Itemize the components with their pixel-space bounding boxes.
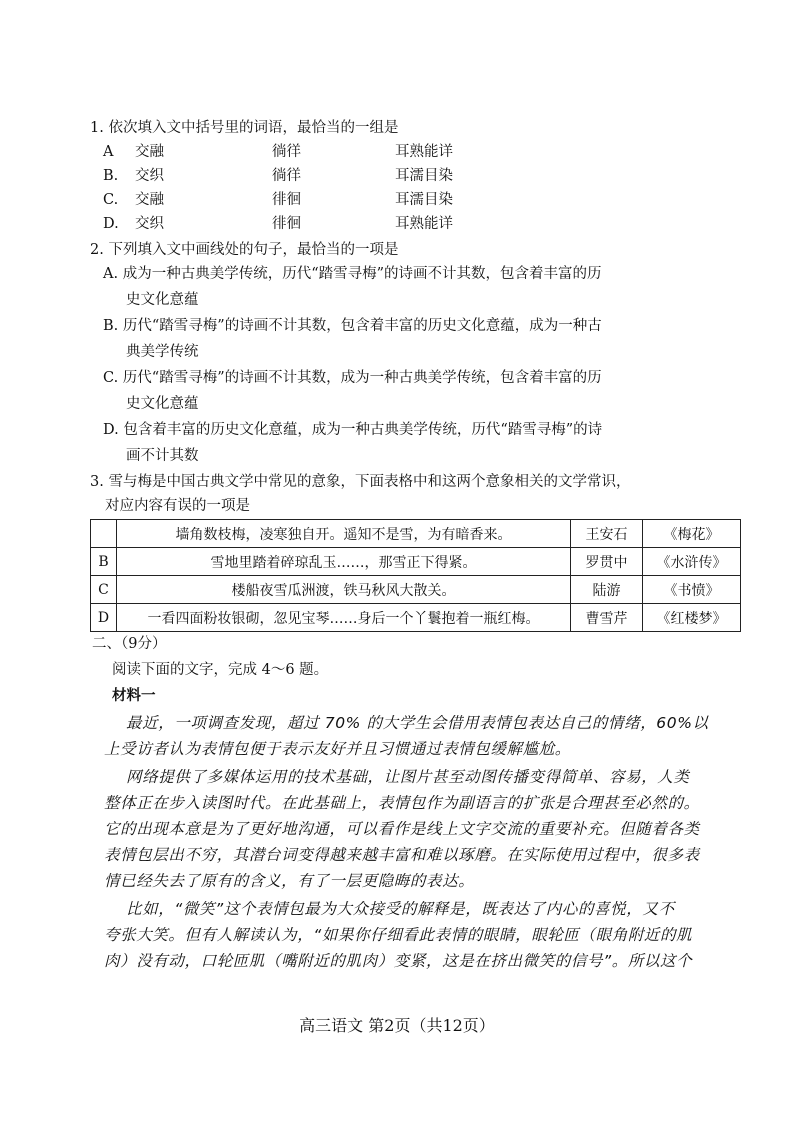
q3-stem-line2: 对应内容有误的一项是 (105, 498, 250, 514)
row-text: 楼船夜雪瓜洲渡，铁马秋风大散关。 (117, 576, 571, 604)
material-line: 表情包层出不穷，其潜台词变得越来越丰富和难以琢磨。在实际使用过程中，很多表 (104, 846, 700, 864)
q1-option-c-word1: 交融 (135, 192, 164, 208)
q2-option-b-line2: 典美学传统 (126, 344, 199, 360)
row-author: 罗贯中 (571, 548, 643, 576)
q2-stem: 2. 下列填入文中画线处的句子，最恰当的一项是 (90, 242, 399, 258)
q1-option-a-word3: 耳熟能详 (395, 144, 453, 160)
q1-option-c-letter: C. (103, 192, 119, 208)
table-row (91, 520, 741, 548)
row-text: 雪地里踏着碎琼乱玉……，那雪正下得紧。 (117, 548, 571, 576)
section2-instruction: 阅读下面的文字，完成 4～6 题。 (112, 662, 329, 678)
row-work: 《水浒传》 (643, 548, 741, 576)
q1-stem: 1. 依次填入文中括号里的词语，最恰当的一组是 (90, 120, 399, 136)
q2-option-a-line2: 史文化意蕴 (126, 292, 199, 308)
row-text: 墙角数枝梅，凌寒独自开。遥知不是雪，为有暗香来。 (117, 520, 571, 548)
material-line: 比如，“微笑”这个表情包最为大众接受的解释是，既表达了内心的喜悦，又不 (126, 900, 675, 918)
row-work: 《书愤》 (643, 576, 741, 604)
q2-option-d-line1: D. 包含着丰富的历史文化意蕴，成为一种古典美学传统，历代“踏雪寻梅”的诗 (103, 422, 603, 438)
material-line: 整体正在步入读图时代。在此基础上，表情包作为副语言的扩张是合理甚至必然的。 (104, 794, 700, 812)
table-row (91, 604, 741, 632)
row-letter: D (91, 604, 117, 632)
material-line: 夸张大笑。但有人解读认为，“如果你仔细看此表情的眼睛，眼轮匝（眼角附近的肌 (104, 926, 693, 944)
material-line: 它的出现本意是为了更好地沟通，可以看作是线上文字交流的重要补充。但随着各类 (104, 820, 700, 838)
row-text: 一看四面粉妆银砌，忽见宝琴……身后一个丫鬟抱着一瓶红梅。 (117, 604, 571, 632)
row-letter: B (91, 548, 117, 576)
q1-option-d-word1: 交织 (135, 216, 164, 232)
material-line: 最近，一项调查发现，超过 70% 的大学生会借用表情包表达自己的情绪，60%以 (126, 714, 709, 732)
q2-option-c-line1: C. 历代“踏雪寻梅”的诗画不计其数，成为一种古典美学传统，包含着丰富的历 (103, 370, 602, 386)
q2-option-a-line1: A. 成为一种古典美学传统，历代“踏雪寻梅”的诗画不计其数，包含着丰富的历 (103, 266, 602, 282)
row-letter: C (91, 576, 117, 604)
q1-option-b-word3: 耳濡目染 (395, 168, 453, 184)
table-row (91, 576, 741, 604)
q1-option-c-word2: 徘徊 (272, 192, 301, 208)
row-work: 《梅花》 (643, 520, 741, 548)
q1-option-c-word3: 耳濡目染 (395, 192, 453, 208)
q1-option-a-word2: 徜徉 (272, 144, 301, 160)
q2-option-b-line1: B. 历代“踏雪寻梅”的诗画不计其数，包含着丰富的历史文化意蕴，成为一种古 (103, 318, 602, 334)
row-author: 陆游 (571, 576, 643, 604)
q1-option-a-word1: 交融 (135, 144, 164, 160)
q2-option-c-line2: 史文化意蕴 (126, 396, 199, 412)
q1-option-d-letter: D. (103, 216, 119, 232)
material-line: 肉）没有动，口轮匝肌（嘴附近的肌肉）变紧，这是在挤出微笑的信号”。所以这个 (104, 952, 693, 970)
material-line: 网络提供了多媒体运用的技术基础，让图片甚至动图传播变得简单、容易，人类 (126, 768, 690, 786)
table-row (91, 548, 741, 576)
q1-option-b-letter: B. (103, 168, 119, 184)
section2-heading: 二、（9分） (92, 636, 167, 652)
row-work: 《红楼梦》 (643, 604, 741, 632)
q3-table (90, 519, 741, 632)
row-author: 曹雪芹 (571, 604, 643, 632)
q2-option-d-line2: 画不计其数 (126, 448, 199, 464)
q1-option-b-word1: 交织 (135, 168, 164, 184)
page-footer: 高三语文 第2页（共12页） (299, 1016, 495, 1035)
material-line: 情已经失去了原有的含义，有了一层更隐晦的表达。 (104, 872, 475, 890)
material-line: 上受访者认为表情包便于表示友好并且习惯通过表情包缓解尴尬。 (104, 740, 571, 758)
row-author: 王安石 (571, 520, 643, 548)
q1-option-a-letter: A (103, 144, 114, 160)
row-letter (91, 520, 117, 548)
q3-stem-line1: 3. 雪与梅是中国古典文学中常见的意象，下面表格中和这两个意象相关的文学常识， (90, 474, 631, 490)
material-title: 材料一 (112, 687, 156, 704)
q1-option-d-word3: 耳熟能详 (395, 216, 453, 232)
q1-option-b-word2: 徜徉 (272, 168, 301, 184)
q1-option-d-word2: 徘徊 (272, 216, 301, 232)
